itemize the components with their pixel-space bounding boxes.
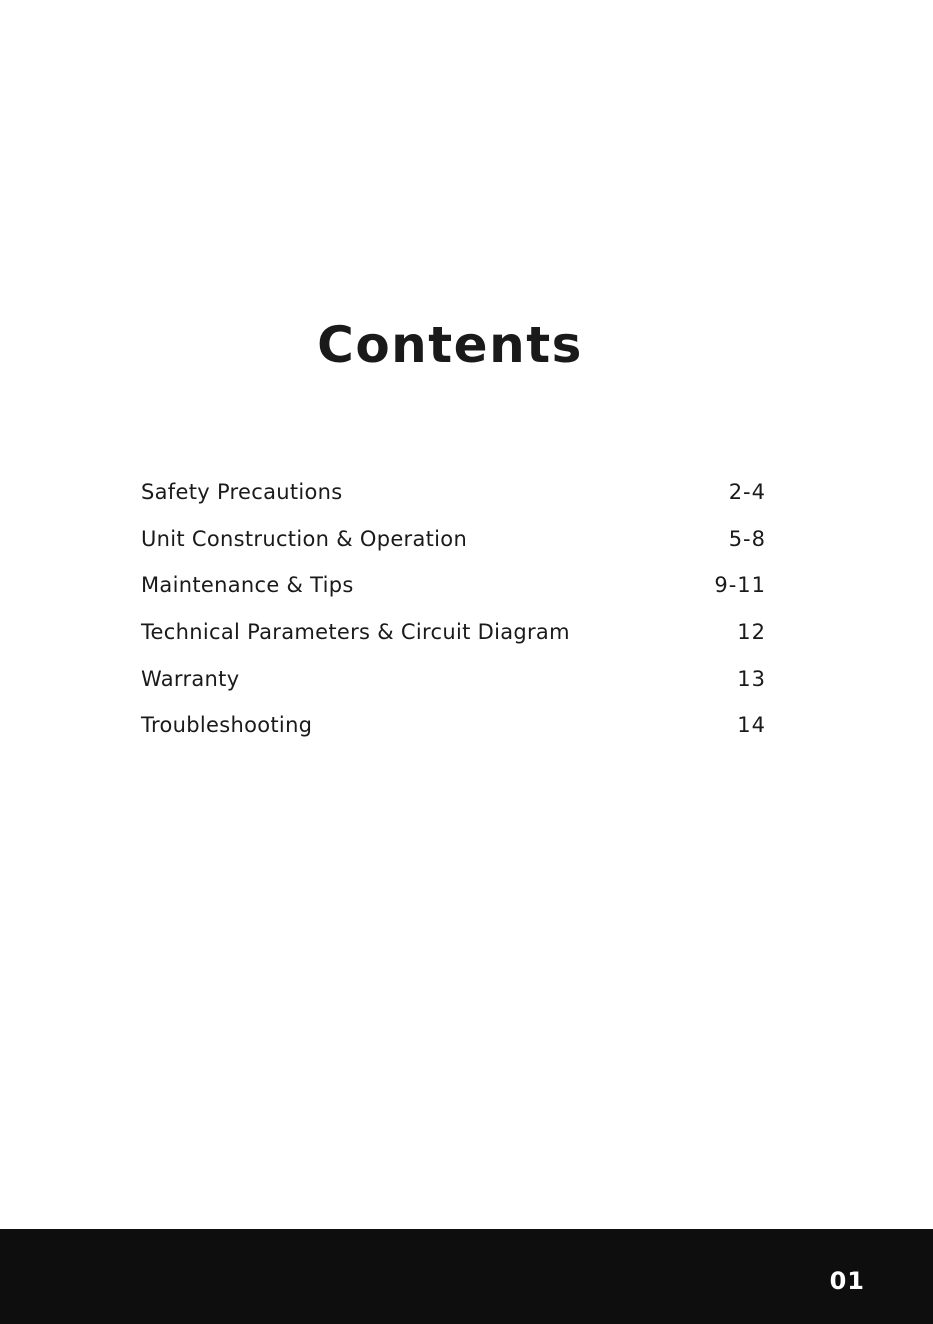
toc-entry-maintenance[interactable] <box>141 573 766 620</box>
toc-entry-pages: 9-11 <box>714 573 766 598</box>
toc-entry-label: Unit Construction & Operation <box>141 526 468 551</box>
toc-entry-unit-construction[interactable] <box>141 527 766 574</box>
toc-entry-safety-precautions[interactable] <box>141 480 766 527</box>
toc-entry-pages: 14 <box>737 713 766 738</box>
toc-entry-label: Maintenance & Tips <box>141 573 354 598</box>
toc-entry-label: Warranty <box>141 666 240 691</box>
toc-entry-technical-parameters[interactable] <box>141 620 766 667</box>
toc-entry-pages: 2-4 <box>728 480 766 504</box>
toc-entry-label: Safety Precautions <box>141 480 343 504</box>
toc-entry-warranty[interactable] <box>141 667 766 714</box>
page-title: Contents <box>317 316 583 374</box>
page-number: 01 <box>829 1267 865 1295</box>
footer-bar <box>0 1229 933 1324</box>
toc-entry-pages: 13 <box>737 666 766 691</box>
table-of-contents <box>141 480 766 760</box>
toc-entry-pages: 12 <box>737 620 766 645</box>
toc-entry-pages: 5-8 <box>728 526 766 551</box>
toc-entry-label: Troubleshooting <box>141 713 313 738</box>
toc-entry-label: Technical Parameters & Circuit Diagram <box>141 620 570 645</box>
toc-entry-troubleshooting[interactable] <box>141 713 766 760</box>
